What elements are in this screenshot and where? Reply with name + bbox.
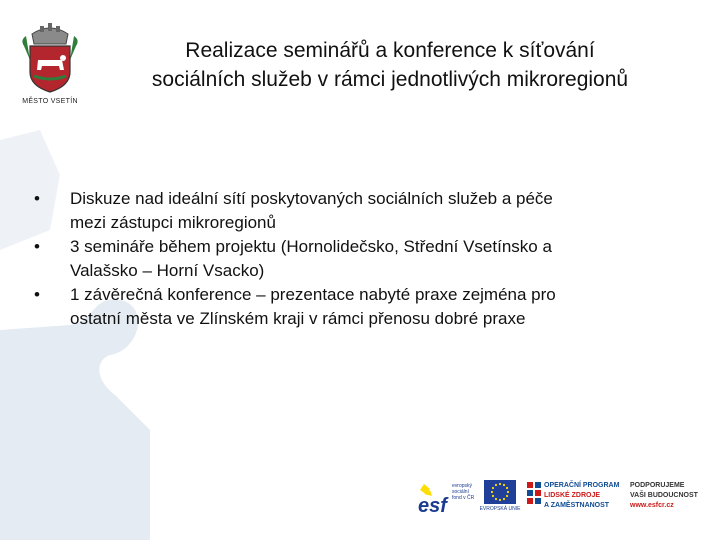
support-line: PODPORUJEME <box>630 482 685 489</box>
crest-caption: MĚSTO VSETÍN <box>22 98 78 105</box>
eu-flag-icon <box>484 480 516 504</box>
bullet-list <box>30 187 670 331</box>
title-line-1: Realizace seminářů a konference k síťování <box>185 39 595 62</box>
bullet-text-line: Diskuze nad ideální sítí poskytovaných sociálních služeb a péče <box>70 189 553 208</box>
op-line: A ZAMĚSTNANOST <box>544 502 610 509</box>
bullet-item <box>30 187 670 235</box>
eu-caption: EVROPSKÁ UNIE <box>479 506 521 512</box>
esf-caption-line: sociální <box>452 489 469 495</box>
bullet-text-line: mezi zástupci mikroregionů <box>70 213 276 232</box>
op-line: LIDSKÉ ZDROJE <box>544 492 601 499</box>
support-line: VAŠI BUDOUCNOST <box>630 492 698 499</box>
op-program-text <box>544 481 619 511</box>
support-slogan <box>630 481 698 511</box>
city-crest-logo <box>18 20 82 114</box>
slide-title <box>80 36 700 94</box>
bullet-text-line: Valašsko – Horní Vsacko) <box>70 261 265 280</box>
op-people-icon <box>526 480 542 516</box>
puzzle-knob <box>46 376 114 444</box>
support-url: www.esfcr.cz <box>630 502 674 509</box>
crest-icon <box>18 20 82 98</box>
esf-caption-line: evropský <box>452 483 473 489</box>
funding-logos <box>410 476 700 520</box>
bullet-marker: • <box>34 189 40 208</box>
bullet-text-line: 1 závěrečná konference – prezentace nabyté praxe zejména pro <box>70 285 556 304</box>
bullet-marker: • <box>34 285 40 304</box>
esf-mark: esf <box>418 495 447 516</box>
esf-caption <box>452 483 474 501</box>
bullet-text-line: 3 semináře během projektu (Hornolidečsko, Střední Vsetínsko a <box>70 237 552 256</box>
title-line-2: sociálních služeb v rámci jednotlivých mikroregionů <box>151 68 629 91</box>
bullet-item <box>30 235 670 283</box>
bullet-text-line: ostatní města ve Zlínském kraji v rámci přenosu dobré praxe <box>70 309 526 328</box>
bullet-item <box>30 283 670 331</box>
esf-caption-line: fond v ČR <box>452 495 475 501</box>
op-line: OPERAČNÍ PROGRAM <box>544 482 620 489</box>
bullet-marker: • <box>34 237 40 256</box>
